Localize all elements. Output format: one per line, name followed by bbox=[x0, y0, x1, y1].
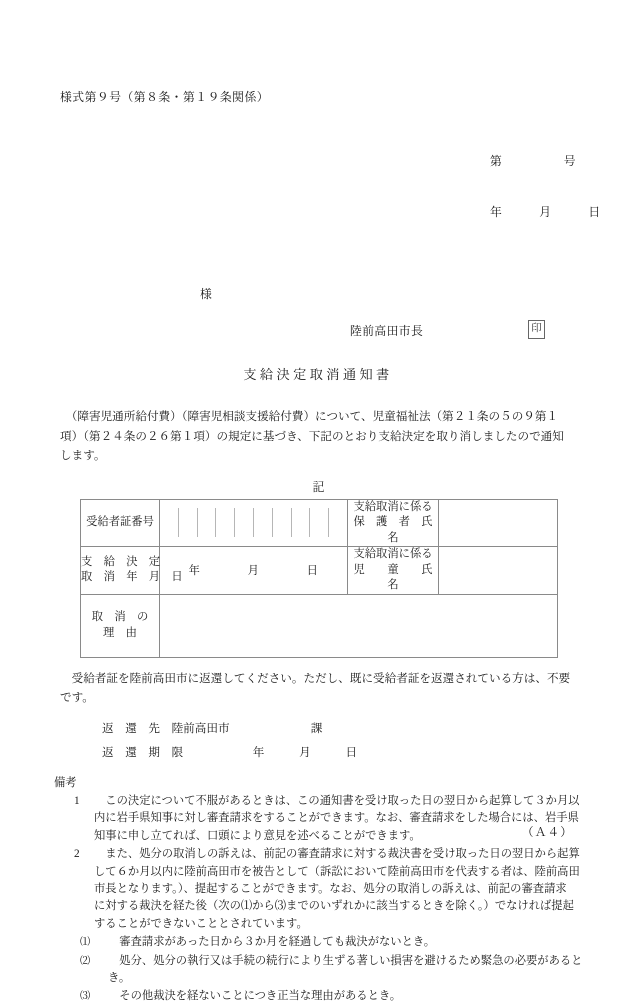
remarks-heading: 備考 bbox=[54, 776, 77, 789]
remarks-item-line: この決定について不服があるときは、この通知書を受け取った日の翌日から起算して３か月以 bbox=[94, 794, 580, 807]
issuer-name: 陸前高田市長 bbox=[350, 324, 424, 338]
label-child-name-line1: 支給取消に係る bbox=[353, 548, 433, 560]
remarks-sub-item-line: 審査請求があった日から３か月を経過しても裁決がないとき。 bbox=[108, 936, 436, 949]
value-child-name[interactable] bbox=[439, 547, 558, 595]
remarks-item bbox=[60, 793, 580, 845]
label-cancellation-date-line1: 支 給 決 定 bbox=[81, 555, 161, 568]
remarks-item-line: に対する裁決を経た後（次の⑴から⑶までのいずれかに該当するときを除く。）でなければ提起 bbox=[94, 900, 574, 913]
recipient-number-cell[interactable] bbox=[235, 508, 254, 537]
table-row-reason bbox=[81, 594, 558, 657]
remarks-item-line: 市長となります。）、提起することができます。なお、処分の取消しの訴えは、前記の審査請求 bbox=[94, 882, 567, 895]
value-cancellation-date[interactable]: 年 月 日 bbox=[160, 547, 348, 595]
return-fields bbox=[60, 717, 573, 765]
body-line-1: （障害児通所給付費）（障害児相談支援給付費）について、児童福祉法（第２１条の５の９第１ bbox=[60, 410, 559, 423]
document-date-line: 年 月 日 bbox=[490, 205, 601, 219]
ki-marker: 記 bbox=[312, 479, 325, 494]
remarks-item-number: 2 bbox=[74, 848, 80, 861]
paper-size-label: （Ａ４） bbox=[521, 825, 573, 839]
addressee-honorific: 様 bbox=[200, 287, 212, 301]
recipient-number-cell[interactable] bbox=[329, 508, 347, 537]
document-number-line: 第 号 bbox=[490, 154, 577, 168]
recipient-number-cell[interactable] bbox=[292, 508, 311, 537]
form-number: 様式第９号（第８条・第１９条関係） bbox=[60, 90, 270, 104]
return-destination-line[interactable]: 返 還 先 陸前高田市 課 bbox=[102, 721, 323, 735]
table-row-cancellation-date bbox=[81, 547, 558, 595]
document-sheet bbox=[54, 88, 601, 1006]
body-paragraph bbox=[60, 407, 573, 466]
recipient-number-cell[interactable] bbox=[198, 508, 217, 537]
remarks-sub-item-marker: ⑴ bbox=[80, 937, 91, 949]
recipient-number-cell[interactable] bbox=[254, 508, 273, 537]
remarks-sub-item bbox=[60, 934, 573, 951]
label-cancellation-date-line2: 取 消 年 月 日 bbox=[81, 571, 183, 584]
remarks-sub-item-line: 処分、処分の執行又は手続の続行により生ずる著しい損害を避けるため緊急の必要があると bbox=[108, 954, 583, 967]
remarks-item bbox=[60, 846, 580, 933]
recipient-number-cell[interactable] bbox=[273, 508, 292, 537]
remarks-item-line: また、処分の取消しの訴えは、前記の審査請求に対する裁決書を受け取った日の翌日から起算 bbox=[94, 848, 580, 861]
recipient-number-cell[interactable] bbox=[160, 508, 179, 537]
return-note-line-2: です。 bbox=[60, 690, 94, 704]
label-child-name bbox=[348, 547, 456, 595]
body-line-3: します。 bbox=[60, 449, 106, 462]
remarks-item-line: 内に岩手県知事に対し審査請求をすることができます。なお、審査請求をした場合には、岩手県 bbox=[94, 812, 579, 825]
remarks-sub-item-marker: ⑶ bbox=[80, 991, 91, 1003]
remarks-sub-item-marker: ⑵ bbox=[80, 955, 91, 967]
document-number-block bbox=[490, 119, 601, 255]
label-guardian-name-line1: 支給取消に係る bbox=[353, 500, 433, 513]
label-recipient-number: 受給者証番号 bbox=[81, 499, 160, 547]
value-cancellation-reason[interactable] bbox=[160, 594, 558, 657]
recipient-number-cell[interactable] bbox=[216, 508, 235, 537]
issuer-row bbox=[60, 322, 573, 342]
return-deadline-line[interactable]: 返 還 期 限 年 月 日 bbox=[102, 745, 358, 759]
label-cancellation-reason: 取 消 の 理 由 bbox=[81, 594, 160, 657]
remarks-sub-item bbox=[60, 988, 573, 1005]
table-row-recipient-number bbox=[81, 499, 558, 547]
document-title: 支給決定取消通知書 bbox=[243, 367, 393, 382]
return-note-line-1: 受給者証を陸前高田市に返還してください。ただし、既に受給者証を返還されている方は、不要 bbox=[60, 671, 571, 685]
return-note bbox=[60, 669, 573, 707]
seal-stamp-box: 印 bbox=[528, 320, 545, 339]
label-cancellation-date bbox=[81, 547, 183, 595]
remarks-item-number: 1 bbox=[74, 794, 80, 807]
remarks-items bbox=[60, 793, 580, 933]
remarks-item-line: 知事に申し立てれば、口頭により意見を述べることができます。 bbox=[94, 829, 421, 842]
label-child-name-line2: 児 童 氏 名 bbox=[353, 563, 456, 591]
remarks-sub-items bbox=[60, 934, 583, 1006]
form-table bbox=[80, 499, 558, 658]
body-line-2: 項）（第２４条の２６第１項）の規定に基づき、下記のとおり支給決定を取り消しましたので通知 bbox=[60, 429, 564, 443]
label-guardian-name bbox=[348, 499, 444, 547]
remarks-item-line: して６か月以内に陸前高田市を被告として（訴訟において陸前高田市を代表する者は、陸前高田 bbox=[94, 865, 580, 878]
remarks-item-line: することができないこととされています。 bbox=[94, 917, 308, 930]
recipient-number-grid[interactable] bbox=[160, 508, 347, 537]
remarks-sub-item-line: その他裁決を経ないことにつき正当な理由があるとき。 bbox=[108, 990, 402, 1003]
value-guardian-name[interactable] bbox=[439, 499, 558, 547]
recipient-number-cells[interactable] bbox=[160, 499, 348, 547]
recipient-number-cell[interactable] bbox=[179, 508, 198, 537]
recipient-number-cell[interactable] bbox=[310, 508, 329, 537]
label-guardian-name-line2: 保 護 者 氏 名 bbox=[353, 516, 444, 544]
remarks-section bbox=[54, 775, 583, 1006]
remarks-sub-item bbox=[60, 953, 583, 988]
remarks-sub-item-line: き。 bbox=[108, 971, 131, 984]
